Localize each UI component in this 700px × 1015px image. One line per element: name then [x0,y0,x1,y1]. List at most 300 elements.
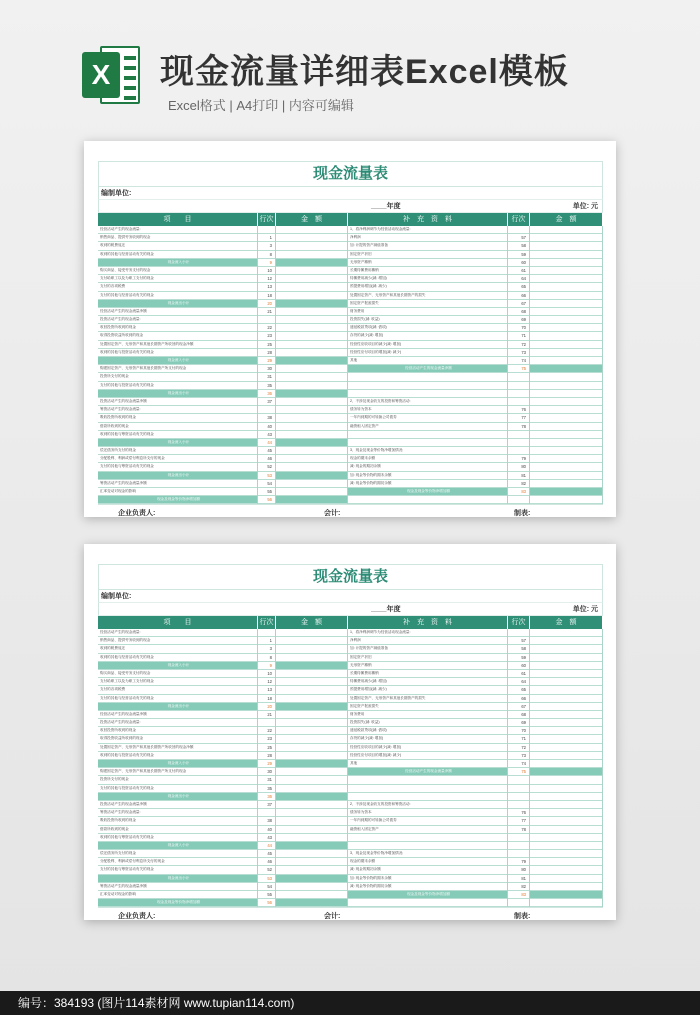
right-line-cell: 68 [508,308,529,316]
signature-row [98,907,603,922]
left-item-cell: 经营活动产生的现金流量净额 [98,308,257,316]
left-line-cell: 36 [258,793,275,801]
left-item-cell: 支付的其他与筹资活动有关的现金 [98,866,257,874]
left-item-cell: 支付的其他与投资活动有关的现金 [98,382,257,390]
left-line-cell: 38 [258,817,275,825]
left-item-cell: 经营活动产生的现金流量: [98,629,257,637]
right-line-cell: 70 [508,727,529,735]
right-amount-cell [530,349,602,357]
right-amount-cell [530,719,602,727]
right-item-cell: 长期待摊费用摊销 [348,670,507,678]
left-line-cell [258,406,275,414]
currency-label: 单位: 元 [572,203,598,210]
left-line-cell: 37 [258,398,275,406]
right-item-cell: 净利润 [348,637,507,645]
right-amount-cell [530,251,602,259]
left-item-cell: 支付的其他与经营活动有关的现金 [98,292,257,300]
left-amount-cell [276,341,347,349]
left-item-cell: 分配股利、利润或偿付利息所支付的现金 [98,455,257,463]
left-item-cell: 收回投资所收到的现金 [98,727,257,735]
left-amount-cell [276,398,347,406]
left-amount-cell [276,850,347,858]
left-line-cell: 45 [258,850,275,858]
right-line-cell: 77 [508,414,529,422]
left-amount-cell [276,735,347,743]
right-line-cell: 65 [508,283,529,291]
left-amount-cell [276,439,347,447]
left-line-cell: 13 [258,686,275,694]
col-header-amount-2: 金 额 [530,616,603,629]
right-item-cell: 预提费用增加(减: 减少) [348,686,507,694]
right-item-cell: 投资损失(减: 收益) [348,719,507,727]
left-amount-cell [276,292,347,300]
left-item-cell: 筹资活动产生的现金流量: [98,809,257,817]
left-amount-cell [276,883,347,891]
right-line-cell: 81 [508,875,529,883]
right-amount-cell [530,629,602,637]
left-item-cell: 经营活动产生的现金流量净额 [98,711,257,719]
left-item-cell: 借款所收到的现金 [98,826,257,834]
left-line-cell: 54 [258,480,275,488]
right-amount-cell [530,390,602,398]
right-line-cell [508,834,529,842]
left-line-cell: 30 [258,768,275,776]
right-item-cell [348,373,507,381]
left-lines-col [258,629,276,907]
left-line-cell: 46 [258,858,275,866]
left-line-cell: 29 [258,357,275,365]
left-item-cell: 现金及现金等价物净增加额 [98,496,257,504]
right-item-cell: 减: 现金等价物的期初余额 [348,480,507,488]
right-line-cell: 70 [508,324,529,332]
right-item-cell: 经营性应收项目的减少(减: 增加) [348,341,507,349]
right-line-cell: 79 [508,858,529,866]
col-header-line-2: 行次 [508,213,530,226]
right-item-cell: 无形资产摊销 [348,662,507,670]
left-line-cell: 8 [258,654,275,662]
left-amount-cell [276,744,347,752]
left-item-cell: 借款所收到的现金 [98,423,257,431]
left-items-col [98,226,258,504]
right-item-cell [348,439,507,447]
right-item-cell: 1、将净利润调节为经营活动现金流量: [348,629,507,637]
left-item-cell: 处置固定资产、无形资产和其他长期资产所收回的现金净额 [98,744,257,752]
right-line-cell [508,785,529,793]
left-item-cell: 收到的其他与经营活动有关的现金 [98,251,257,259]
left-amount-cell [276,414,347,422]
right-item-cell: 存货的减少(减: 增加) [348,735,507,743]
right-line-cell: 75 [508,768,529,776]
right-items-col [348,226,508,504]
left-line-cell: 20 [258,300,275,308]
left-item-cell: 收到的其他与投资活动有关的现金 [98,349,257,357]
left-item-cell: 现金流入小计 [98,842,257,850]
banner [0,0,700,130]
right-item-cell: 其他 [348,760,507,768]
left-line-cell: 28 [258,752,275,760]
left-item-cell: 现金流出小计 [98,875,257,883]
left-item-cell: 现金流入小计 [98,259,257,267]
left-item-cell: 筹资活动产生的现金流量净额 [98,883,257,891]
right-line-cell: 60 [508,259,529,267]
right-amount-cell [530,744,602,752]
right-line-cell: 71 [508,332,529,340]
right-amount-cell [530,275,602,283]
left-amount-cell [276,768,347,776]
left-amount-cell [276,662,347,670]
right-item-cell: 减: 现金的期初余额 [348,866,507,874]
right-amount-cell [530,472,602,480]
left-line-cell: 20 [258,703,275,711]
right-amount-cell [530,654,602,662]
left-line-cell: 10 [258,670,275,678]
left-amount-cell [276,300,347,308]
right-amount-cell [530,382,602,390]
right-line-cell: 59 [508,654,529,662]
left-line-cell [258,629,275,637]
right-amount-cell [530,267,602,275]
left-line-cell: 13 [258,283,275,291]
left-item-cell: 收到的其他与经营活动有关的现金 [98,654,257,662]
right-amount-cell [530,703,602,711]
preparer-label: 制表: [514,510,531,518]
empty-cell [348,496,507,504]
left-amount-cell [276,357,347,365]
left-lines-col [258,226,276,504]
left-item-cell: 投资活动产生的现金流量: [98,719,257,727]
right-line-cell: 67 [508,703,529,711]
right-line-cell: 73 [508,752,529,760]
right-item-cell: 现金及现金等价物净增加额 [348,488,507,496]
right-item-cell: 递延税款贷项(减: 借项) [348,727,507,735]
right-line-cell: 73 [508,349,529,357]
right-item-cell: 处置固定资产、无形资产和其他长期资产的损失 [348,695,507,703]
right-amount-cell [530,259,602,267]
left-amount-cell [276,654,347,662]
left-item-cell: 投资活动产生的现金流量: [98,316,257,324]
right-item-cell: 待摊费用减少(减: 增加) [348,678,507,686]
right-amount-cell [530,850,602,858]
left-line-cell: 31 [258,373,275,381]
right-amount-cell [530,455,602,463]
sheet-title: 现金流量表 [98,564,603,590]
left-item-cell: 收到的税费返还 [98,645,257,653]
unit-label: 编制单位: [101,190,132,197]
sheet-preview-1 [84,141,616,517]
right-line-cell [508,226,529,234]
right-line-cell [508,776,529,784]
right-item-cell: 一年内到期的可转换公司债券 [348,817,507,825]
left-amount-cell [276,695,347,703]
right-item-cell [348,785,507,793]
right-amount-cell [530,817,602,825]
right-line-cell: 72 [508,744,529,752]
left-amount-cell [276,899,347,907]
left-line-cell: 55 [258,891,275,899]
left-item-cell: 收回投资所收到的现金 [98,324,257,332]
empty-cell [508,496,529,504]
left-amount-cell [276,447,347,455]
right-item-cell [348,793,507,801]
right-item-cell: 长期待摊费用摊销 [348,267,507,275]
left-item-cell: 分配股利、利润或偿付利息所支付的现金 [98,858,257,866]
right-amount-cell [530,793,602,801]
unit-label: 编制单位: [101,593,132,600]
left-line-cell: 12 [258,275,275,283]
right-line-cell [508,447,529,455]
col-header-item: 项 目 [98,213,258,226]
left-line-cell: 40 [258,423,275,431]
left-amount-cell [276,891,347,899]
manager-label: 企业负责人: [118,913,156,921]
col-header-supplement: 补 充 资 料 [348,616,508,629]
left-amount-cell [276,866,347,874]
right-amount-cell [530,875,602,883]
year-row [98,200,603,213]
left-amount-cell [276,703,347,711]
right-amount-cell [530,414,602,422]
left-amount-cell [276,226,347,234]
right-line-cell: 66 [508,695,529,703]
right-line-cell: 61 [508,267,529,275]
right-line-cell: 74 [508,357,529,365]
right-items-col [348,629,508,907]
left-line-cell: 3 [258,242,275,250]
empty-cell [348,899,507,907]
left-line-cell: 1 [258,637,275,645]
accountant-label: 会计: [324,913,341,921]
left-line-cell: 43 [258,834,275,842]
right-amount-cell [530,866,602,874]
right-amount-cell [530,234,602,242]
left-amount-cell [276,423,347,431]
left-amount-cell [276,842,347,850]
left-amount-cell [276,817,347,825]
left-line-cell: 52 [258,463,275,471]
left-amount-cell [276,463,347,471]
left-item-cell: 购建固定资产、无形资产和其他长期资产所支付的现金 [98,365,257,373]
col-header-amount: 金 额 [276,616,348,629]
right-line-cell [508,431,529,439]
right-line-cell: 58 [508,645,529,653]
right-amount-cell [530,809,602,817]
left-item-cell: 偿还债务所支付的现金 [98,850,257,858]
right-amount-cell [530,670,602,678]
right-line-cell: 72 [508,341,529,349]
right-item-cell: 债务转为资本 [348,406,507,414]
empty-cell [508,899,529,907]
col-header-supplement: 补 充 资 料 [348,213,508,226]
left-item-cell: 支付给职工以及为职工支付的现金 [98,275,257,283]
left-line-cell [258,226,275,234]
left-line-cell: 44 [258,842,275,850]
col-header-item: 项 目 [98,616,258,629]
left-line-cell: 28 [258,349,275,357]
right-item-cell: 经营活动产生的现金流量净额 [348,768,507,776]
right-item-cell: 加: 现金等价物的期末余额 [348,472,507,480]
left-line-cell: 56 [258,899,275,907]
right-amount-cell [530,423,602,431]
left-line-cell [258,316,275,324]
left-line-cell: 44 [258,439,275,447]
right-amount-cell [530,292,602,300]
left-item-cell: 现金流出小计 [98,472,257,480]
right-amount-cell [530,883,602,891]
right-item-cell: 债务转为资本 [348,809,507,817]
right-amount-cell [530,858,602,866]
right-line-cell: 82 [508,883,529,891]
excel-logo-icon [82,46,140,104]
left-amount-cell [276,711,347,719]
right-item-cell: 预提费用增加(减: 减少) [348,283,507,291]
left-line-cell: 21 [258,711,275,719]
left-line-cell: 25 [258,744,275,752]
right-amount-cell [530,645,602,653]
left-amount-cell [276,308,347,316]
right-item-cell: 净利润 [348,234,507,242]
left-amount-cell [276,875,347,883]
right-amount-cell [530,406,602,414]
col-header-line: 行次 [258,616,276,629]
left-item-cell: 偿还债务所支付的现金 [98,447,257,455]
left-item-cell: 购建固定资产、无形资产和其他长期资产所支付的现金 [98,768,257,776]
left-amount-cell [276,752,347,760]
left-amount-cell [276,801,347,809]
left-line-cell: 45 [258,447,275,455]
right-line-cell [508,390,529,398]
right-amount-cell [530,226,602,234]
right-line-cell [508,801,529,809]
left-item-cell: 取得投资收益所收到的现金 [98,735,257,743]
right-item-cell: 减: 现金等价物的期初余额 [348,883,507,891]
left-amount-cell [276,283,347,291]
right-amount-cell [530,242,602,250]
left-amount-cell [276,251,347,259]
right-item-cell [348,842,507,850]
left-item-cell: 投资活动产生的现金流量净额 [98,398,257,406]
right-line-cell: 77 [508,817,529,825]
left-item-cell: 支付的各项税费 [98,283,257,291]
left-amount-cell [276,242,347,250]
right-line-cell [508,398,529,406]
left-item-cell: 现金流出小计 [98,390,257,398]
right-item-cell: 经营性应付项目的增加(减: 减少) [348,752,507,760]
left-amount-cell [276,858,347,866]
right-line-cell: 78 [508,423,529,431]
left-line-cell: 3 [258,645,275,653]
left-line-cell [258,719,275,727]
right-amount-cell [530,678,602,686]
left-line-cell: 25 [258,341,275,349]
left-line-cell: 55 [258,488,275,496]
left-amount-cell [276,267,347,275]
table-body [98,226,603,504]
left-amount-cell [276,826,347,834]
left-line-cell: 54 [258,883,275,891]
right-line-cell: 57 [508,637,529,645]
right-line-cell: 76 [508,406,529,414]
right-amount-cell [530,398,602,406]
right-item-cell: 递延税款贷项(减: 借项) [348,324,507,332]
right-item-cell: 加: 计提的资产减值准备 [348,242,507,250]
left-line-cell: 40 [258,826,275,834]
right-item-cell: 固定资产报废损失 [348,703,507,711]
right-line-cell: 61 [508,670,529,678]
right-line-cell [508,629,529,637]
left-amount-cell [276,834,347,842]
unit-row [98,187,603,200]
left-amount-cell [276,406,347,414]
left-item-cell: 销售商品、提供劳务收到的现金 [98,637,257,645]
left-amount-cell [276,496,347,504]
left-item-cell: 购买商品、接受劳务支付的现金 [98,670,257,678]
right-item-cell: 现金的期末余额 [348,858,507,866]
right-item-cell [348,431,507,439]
right-line-cell: 58 [508,242,529,250]
right-item-cell: 存货的减少(减: 增加) [348,332,507,340]
left-line-cell [258,809,275,817]
right-line-cell: 69 [508,719,529,727]
right-item-cell: 固定资产折旧 [348,654,507,662]
left-amount-cell [276,809,347,817]
right-amount-cell [530,891,602,899]
right-amount-cell [530,300,602,308]
right-line-cell: 59 [508,251,529,259]
left-line-cell: 9 [258,259,275,267]
left-item-cell: 筹资活动产生的现金流量: [98,406,257,414]
right-amount-cell [530,283,602,291]
right-item-cell: 3、现金及现金等价物净增加情况: [348,447,507,455]
left-amount-cell [276,365,347,373]
right-amount-cell [530,431,602,439]
left-item-cell: 收到的税费返还 [98,242,257,250]
left-line-cell: 53 [258,875,275,883]
left-item-cell: 投资所支付的现金 [98,776,257,784]
watermark-footer: 编号：384193 (图片114素材网 www.tupian114.com) [0,991,700,1015]
right-amount-cell [530,735,602,743]
right-line-cell: 57 [508,234,529,242]
left-amount-cell [276,678,347,686]
page-subtitle: Excel格式 | A4打印 | 内容可编辑 [168,98,354,113]
right-amount-cell [530,357,602,365]
left-line-cell: 37 [258,801,275,809]
right-item-cell: 固定资产折旧 [348,251,507,259]
left-item-cell: 现金流出小计 [98,703,257,711]
left-item-cell: 收到的其他与筹资活动有关的现金 [98,834,257,842]
right-amount-cell [530,785,602,793]
left-item-cell: 经营活动产生的现金流量: [98,226,257,234]
right-amount-cell [530,341,602,349]
left-item-cell: 现金及现金等价物净增加额 [98,899,257,907]
right-line-cell: 81 [508,472,529,480]
right-amount-cell [530,324,602,332]
right-line-cell: 78 [508,826,529,834]
col-header-line-2: 行次 [508,616,530,629]
right-amount-cell [530,711,602,719]
left-amount-cell [276,234,347,242]
right-item-cell [348,834,507,842]
right-item-cell: 一年内到期的可转换公司债券 [348,414,507,422]
right-line-cell: 83 [508,891,529,899]
left-line-cell: 10 [258,267,275,275]
right-line-cell: 74 [508,760,529,768]
left-items-col [98,629,258,907]
right-amount-cell [530,760,602,768]
right-amount-cell [530,662,602,670]
right-line-cell: 65 [508,686,529,694]
left-item-cell: 销售商品、提供劳务收到的现金 [98,234,257,242]
left-item-cell: 现金流入小计 [98,760,257,768]
